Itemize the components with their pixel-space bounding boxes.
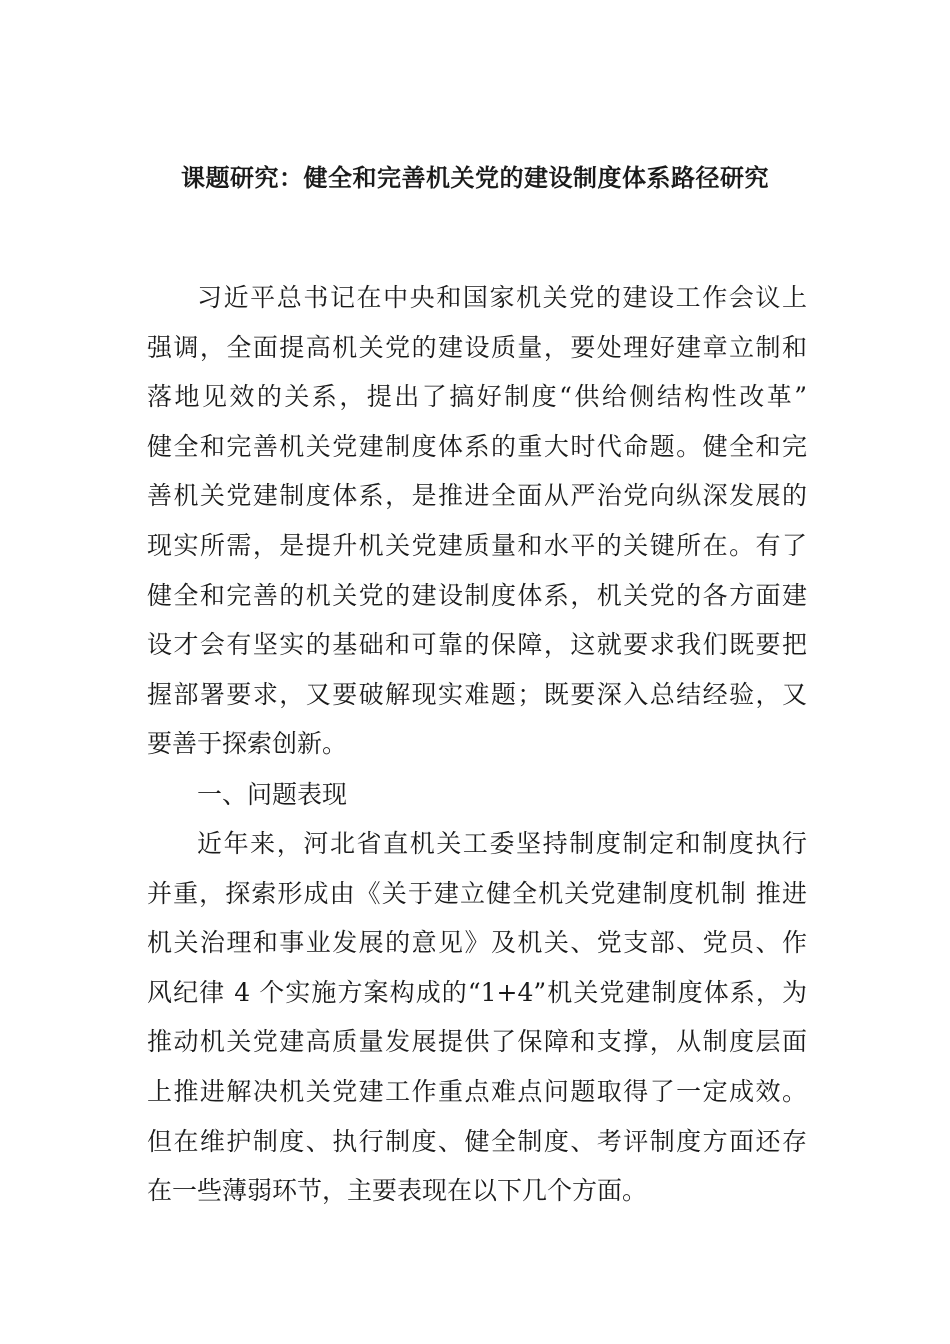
paragraph-line: 现实所需，是提升机关党建质量和水平的关键所在。有了 — [147, 530, 807, 560]
paragraph-intro — [147, 273, 807, 769]
paragraph-line: 落地见效的关系，提出了搞好制度“供给侧结构性改革” — [147, 382, 807, 412]
paragraph-line: 善机关党建制度体系，是推进全面从严治党向纵深发展的 — [147, 481, 807, 511]
paragraph-line: 上推进解决机关党建工作重点难点问题取得了一定成效。 — [147, 1076, 807, 1106]
paragraph-line: 并重，探索形成由《关于建立健全机关党建制度机制 推进 — [147, 878, 807, 908]
paragraph-line: 推动机关党建高质量发展提供了保障和支撑，从制度层面 — [147, 1027, 807, 1057]
paragraph-line: 健全和完善机关党建制度体系的重大时代命题。健全和完 — [147, 431, 807, 461]
paragraph-line: 机关治理和事业发展的意见》及机关、党支部、党员、作 — [147, 928, 807, 958]
paragraph-line: 习近平总书记在中央和国家机关党的建设工作会议上 — [197, 283, 807, 312]
paragraph-line: 在一些薄弱环节，主要表现在以下几个方面。 — [147, 1176, 648, 1206]
paragraph-line: 设才会有坚实的基础和可靠的保障，这就要求我们既要把 — [147, 630, 807, 660]
section-heading — [147, 770, 807, 820]
paragraph-line: 近年来，河北省直机关工委坚持制度制定和制度执行 — [197, 829, 807, 858]
paragraph-problems — [147, 819, 807, 1216]
paragraph-line: 强调，全面提高机关党的建设质量，要处理好建章立制和 — [147, 332, 807, 362]
section-heading-text: 一、问题表现 — [197, 780, 348, 809]
paragraph-line: 风纪律 4 个实施方案构成的“1+4”机关党建制度体系，为 — [147, 977, 807, 1007]
paragraph-line: 健全和完善的机关党的建设制度体系，机关党的各方面建 — [147, 580, 807, 610]
document-title: 课题研究：健全和完善机关党的建设制度体系路径研究 — [181, 163, 769, 192]
paragraph-line: 要善于探索创新。 — [147, 729, 348, 759]
paragraph-line: 握部署要求，又要破解现实难题；既要深入总结经验，又 — [147, 679, 807, 709]
paragraph-line: 但在维护制度、执行制度、健全制度、考评制度方面还存 — [147, 1126, 807, 1156]
